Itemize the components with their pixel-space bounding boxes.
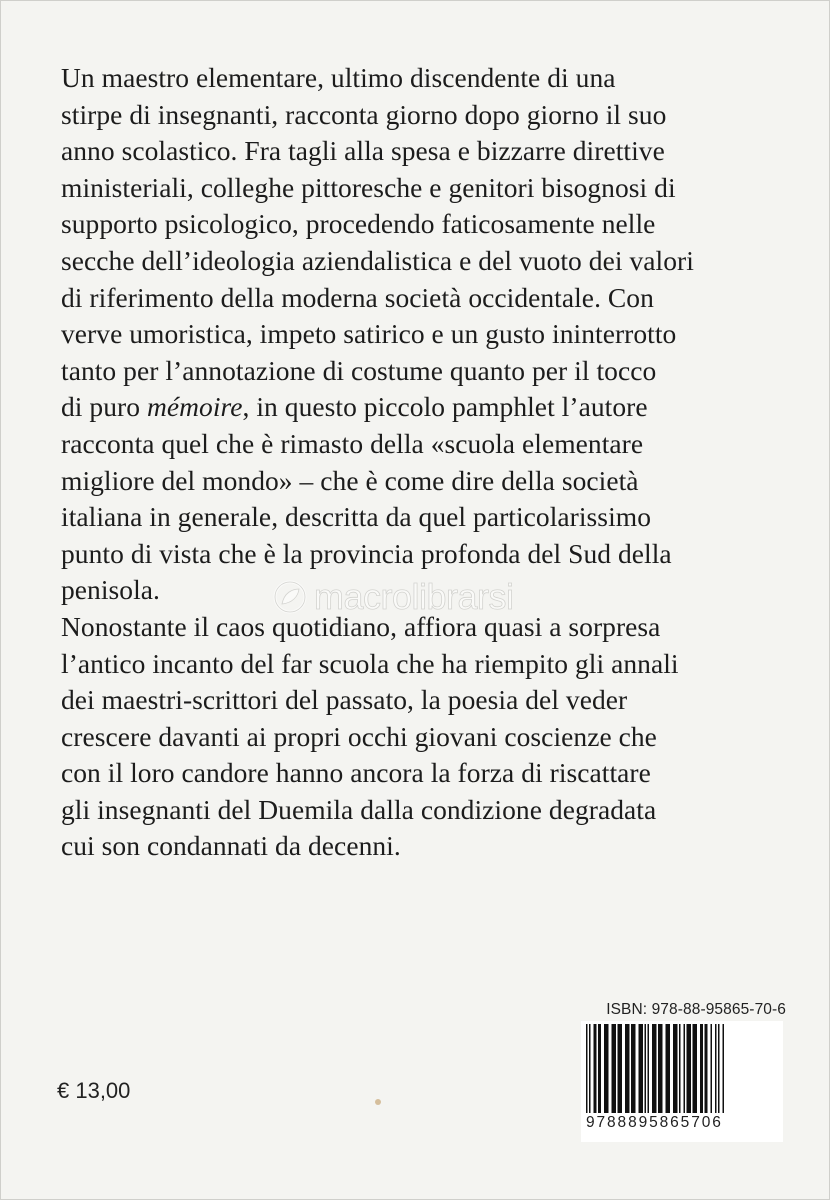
watermark <box>272 574 514 620</box>
barcode-bar <box>658 1024 663 1116</box>
blurb-line: gli insegnanti del Duemila dalla condizione degradata <box>61 793 657 825</box>
blurb-line: con il loro candore hanno ancora la forza di riscattare <box>61 757 651 789</box>
leaf-logo-icon <box>272 579 308 615</box>
barcode-bar <box>700 1024 703 1116</box>
barcode-bar <box>594 1024 597 1116</box>
blurb-line: supporto psicologico, procedendo faticosamente nelle <box>61 208 656 240</box>
barcode-bar <box>589 1024 591 1116</box>
barcode-bar <box>648 1024 650 1116</box>
blurb-line: l’antico incanto del far scuola che ha riempito gli annali <box>61 647 679 679</box>
barcode-bar <box>612 1024 617 1116</box>
blurb-line: anno scolastico. Fra tagli alla spesa e bizzarre direttive <box>61 135 665 167</box>
blurb-line: cui son condannati da decenni. <box>61 830 401 862</box>
barcode-bar <box>679 1024 681 1116</box>
memoire-italic: mémoire <box>146 391 243 423</box>
barcode-bar <box>723 1024 725 1116</box>
blurb-line: Nonostante il caos quotidiano, affiora quasi a sorpresa <box>61 610 661 642</box>
barcode-bar <box>586 1024 588 1116</box>
barcode-bar <box>715 1024 717 1116</box>
blurb-line-memoire <box>61 389 781 426</box>
barcode-bar <box>666 1024 671 1116</box>
blurb-line: migliore del mondo» – che è come dire della società <box>61 464 639 496</box>
blurb-line: verve umoristica, impeto satirico e un gusto ininterrotto <box>61 318 677 350</box>
barcode-digits: 9788895865706 <box>586 1113 783 1132</box>
barcode-bar <box>711 1024 713 1116</box>
barcode-bar <box>639 1024 644 1116</box>
blurb-line: italiana in generale, descritta da quel particolarissimo <box>61 501 651 533</box>
paper-speck <box>375 1099 381 1105</box>
blurb-text: di puro <box>61 391 147 423</box>
blurb-line: ministeriali, colleghe pittoresche e genitori bisognosi di <box>61 171 676 203</box>
blurb-line: racconta quel che è rimasto della «scuola elementare <box>61 427 644 459</box>
barcode-bar <box>631 1024 636 1116</box>
barcode-bar <box>645 1024 647 1116</box>
blurb-line: crescere davanti ai propri occhi giovani coscienze che <box>61 720 657 752</box>
blurb-line: penisola. <box>61 574 160 606</box>
barcode-bar <box>598 1024 601 1116</box>
price: € 13,00 <box>57 1078 131 1103</box>
barcode-bar <box>693 1024 698 1116</box>
barcode-bar <box>625 1024 630 1116</box>
isbn-label: ISBN: 978-88-95865-70-6 <box>606 1001 786 1018</box>
barcode-bar <box>673 1024 678 1116</box>
back-cover-blurb <box>61 60 781 865</box>
blurb-line: dei maestri-scrittori del passato, la poesia del veder <box>61 684 628 716</box>
barcode-bar <box>687 1024 692 1116</box>
barcode-bar <box>718 1024 720 1116</box>
blurb-line: di riferimento della moderna società occidentale. Con <box>61 281 654 313</box>
blurb-line: Un maestro elementare, ultimo discendente di una <box>61 62 616 93</box>
watermark-text: macrolibrarsi <box>314 576 514 617</box>
blurb-text: , in questo piccolo pamphlet l’autore <box>242 391 648 423</box>
barcode-bar <box>705 1024 708 1116</box>
blurb-line: punto di vista che è la provincia profonda del Sud della <box>61 537 672 569</box>
barcode-bar <box>684 1024 686 1116</box>
blurb-line: stirpe di insegnanti, racconta giorno dopo giorno il suo <box>61 98 667 130</box>
barcode-bar <box>618 1024 623 1116</box>
barcode-bar <box>652 1024 657 1116</box>
blurb-line: secche dell’ideologia aziendalistica e del vuoto dei valori <box>61 244 694 276</box>
barcode-bar <box>604 1024 609 1116</box>
blurb-line: tanto per l’annotazione di costume quanto per il tocco <box>61 354 657 386</box>
